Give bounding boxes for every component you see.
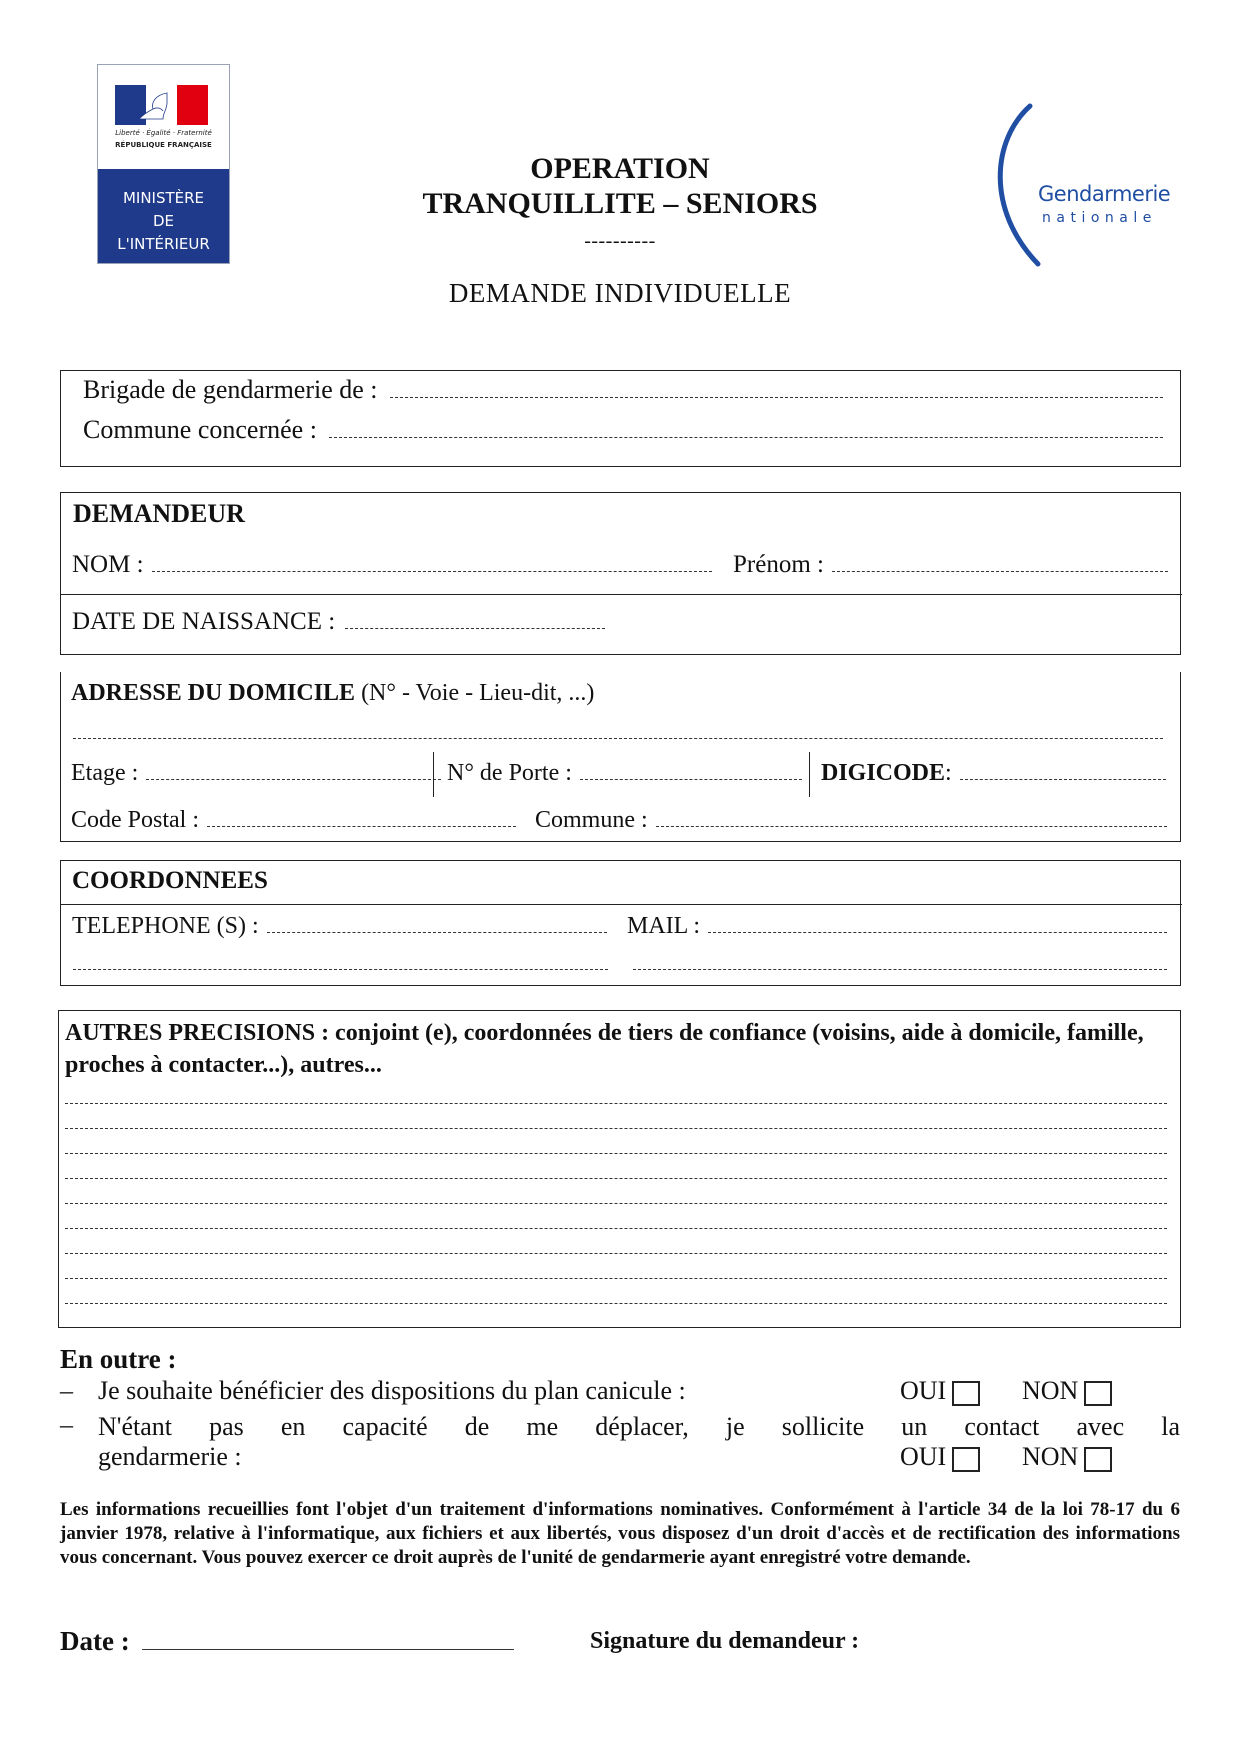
commune-concernee-label: Commune concernée : [83,415,317,444]
brigade-label: Brigade de gendarmerie de : [83,375,378,404]
ministere-line1: MINISTÈRE [122,189,205,207]
option-contact-non-label: NON [1022,1442,1079,1471]
option-contact-non[interactable] [1022,1442,1112,1472]
brigade-row [83,375,1163,405]
ministere-line3: L'INTÉRIEUR [117,235,210,253]
porte-digicode-separator [809,752,810,797]
date-label: Date : [60,1626,130,1656]
adresse-commune-label: Commune : [535,807,648,833]
title-line2: TRANQUILLITE – SENIORS [422,187,818,220]
option-canicule-row [60,1376,1185,1412]
option-contact-text-line2: gendarmerie : [98,1442,242,1471]
option-canicule-non[interactable] [1022,1376,1112,1406]
option-contact-bullet: – [60,1410,73,1439]
gendarmerie-line1: Gendarmerie [1038,182,1171,206]
mail-label: MAIL : [627,913,701,939]
coordonnees-divider [61,904,1182,905]
mail-field[interactable] [708,932,1167,933]
adresse-box [60,672,1181,842]
precisions-box [58,1010,1181,1328]
date-row [60,1626,514,1657]
precisions-line-field[interactable] [65,1228,1167,1229]
digicode-colon: : [945,760,952,786]
commune-concernee-field[interactable] [329,437,1163,438]
naissance-row [72,608,722,636]
porte-field[interactable] [580,779,802,780]
prenom-row [733,551,1168,579]
porte-label: N° de Porte : [447,760,572,786]
option-canicule-non-checkbox[interactable] [1084,1381,1112,1406]
ministere-line2: DE [152,212,175,230]
title-line1: OPERATION [530,152,710,185]
adresse-heading-row [71,680,594,707]
porte-row [447,760,802,787]
adresse-line-field[interactable] [73,738,1163,739]
signature-label: Signature du demandeur : [590,1628,860,1654]
etage-porte-separator [433,752,434,797]
coordonnees-box [60,860,1181,986]
prenom-label: Prénom : [733,551,824,578]
legal-notice: Les informations recueillies font l'objet d'un traitement d'informations nominatives. Conformément à l'article 34 de la loi 78-17 du 6 janvier 1978, relative à l'informatique, aux fichiers et aux libertés, vous disposez d'un droit d'accès et de rectification des informations vous concernant. Vous pouvez exercer ce droit auprès de l'unité de gendarmerie ayant enregistré votre demande. [60,1499,1180,1568]
french-flag-icon [115,85,208,125]
option-canicule-oui-checkbox[interactable] [952,1381,980,1406]
precisions-line-field[interactable] [65,1128,1167,1129]
digicode-label: DIGICODE [821,760,946,786]
etage-row [71,760,441,787]
option-contact-non-checkbox[interactable] [1084,1447,1112,1472]
tel-row [72,913,607,940]
options-heading: En outre : [60,1344,177,1374]
precisions-line-field[interactable] [65,1203,1167,1204]
cp-field[interactable] [207,826,516,827]
title-separator: ---------- [584,230,656,252]
republic-motto: Liberté · Égalité · Fraternité [115,129,212,137]
demandeur-box [60,492,1181,655]
option-contact-oui-label: OUI [900,1442,947,1471]
adresse-heading: ADRESSE DU DOMICILE [71,680,356,706]
option-contact-oui-checkbox[interactable] [952,1447,980,1472]
precisions-line-field[interactable] [65,1278,1167,1279]
republic-name: RÉPUBLIQUE FRANÇAISE [115,141,212,149]
brigade-field[interactable] [390,397,1163,398]
option-contact-row [60,1410,1185,1480]
nom-label: NOM : [72,551,144,578]
nom-row [72,551,712,579]
date-field[interactable] [142,1649,514,1650]
digicode-row [821,760,1166,787]
option-canicule-oui-label: OUI [900,1376,947,1405]
option-contact-text-line1: N'étant pas en capacité de me déplacer, je sollicite un contact avec la [98,1412,1180,1441]
gendarmerie-line2: nationale [1042,210,1157,226]
prenom-field[interactable] [832,571,1168,572]
tel-field-2[interactable] [73,969,608,970]
tel-field[interactable] [267,932,607,933]
page-subtitle: DEMANDE INDIVIDUELLE [448,278,792,308]
adresse-commune-row [535,807,1167,834]
nom-field[interactable] [152,571,712,572]
coordonnees-heading: COORDONNEES [72,867,268,894]
precisions-line-field[interactable] [65,1153,1167,1154]
precisions-line-field[interactable] [65,1103,1167,1104]
adresse-heading-detail: (N° - Voie - Lieu-dit, ...) [355,680,595,706]
demandeur-divider [61,594,1182,595]
etage-field[interactable] [146,779,441,780]
option-contact-oui[interactable] [900,1442,980,1472]
adresse-commune-field[interactable] [656,826,1167,827]
digicode-field[interactable] [960,779,1166,780]
option-canicule-oui[interactable] [900,1376,980,1406]
commune-row [83,415,1163,445]
option-canicule-non-label: NON [1022,1376,1079,1405]
marianne-icon [137,91,177,121]
etage-label: Etage : [71,760,139,786]
cp-row [71,807,516,834]
demandeur-heading: DEMANDEUR [73,499,245,528]
unit-box [60,370,1181,467]
precisions-line-field[interactable] [65,1253,1167,1254]
precisions-line-field[interactable] [65,1178,1167,1179]
precisions-heading: AUTRES PRECISIONS : conjoint (e), coordonnées de tiers de confiance (voisins, aide à domicile, famille, proches à contacter...), autres... [65,1020,1144,1078]
tel-label: TELEPHONE (S) : [72,913,259,939]
naissance-field[interactable] [345,628,605,629]
cp-label: Code Postal : [71,807,200,833]
option-canicule-text: Je souhaite bénéficier des dispositions du plan canicule : [98,1376,686,1405]
mail-field-2[interactable] [633,969,1167,970]
naissance-label: DATE DE NAISSANCE : [72,608,336,635]
option-canicule-bullet: – [60,1376,73,1405]
precisions-line-field[interactable] [65,1303,1167,1304]
mail-row [627,913,1167,940]
